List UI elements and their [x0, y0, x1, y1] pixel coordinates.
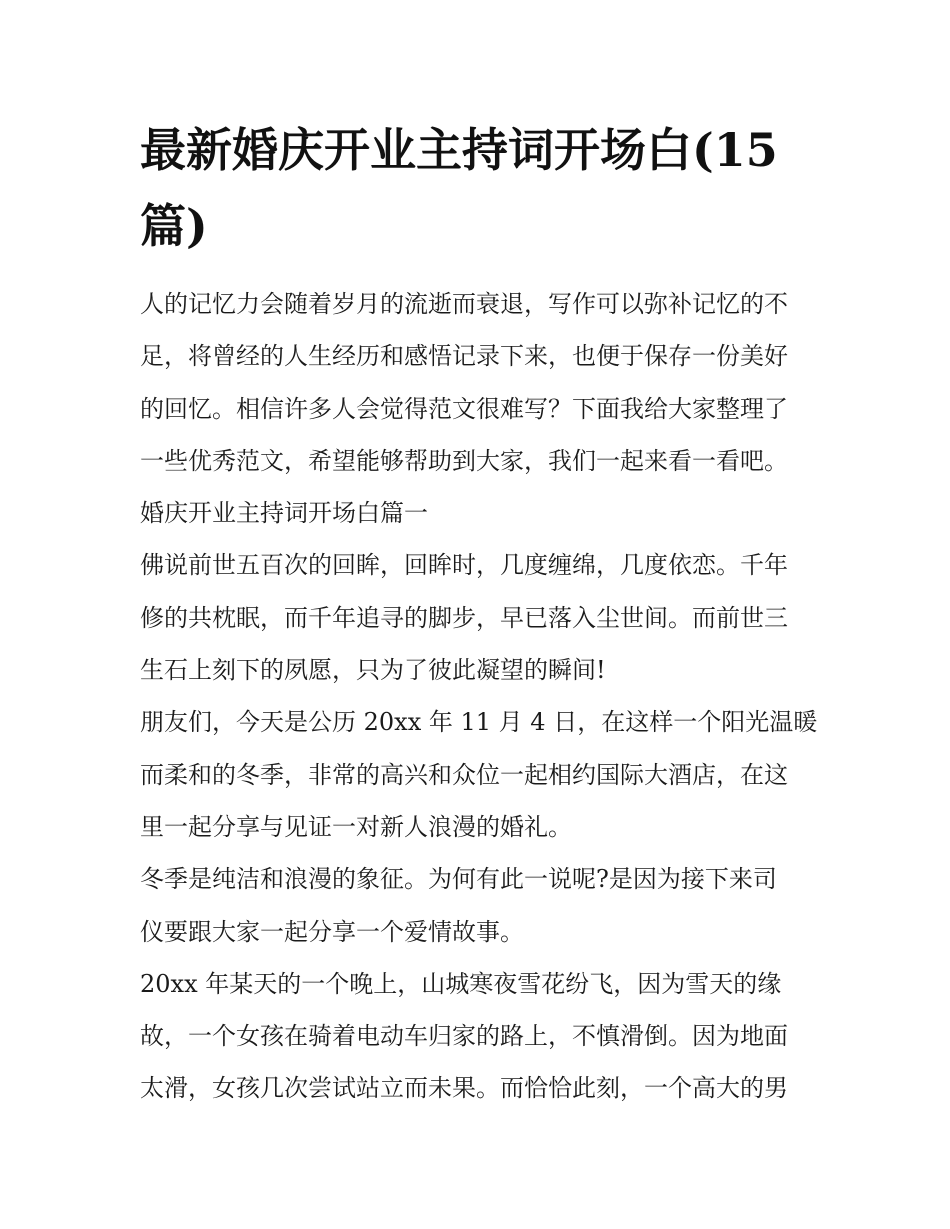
- body-paragraph: 冬季是纯洁和浪漫的象征。为何有此一说呢?是因为接下来司 仪要跟大家一起分享一个爱情故事。: [140, 865, 777, 946]
- document-body: [140, 278, 820, 1115]
- body-paragraph: 朋友们，今天是公历 20xx 年 11 月 4 日，在这样一个阳光温暖 而柔和的冬季，非常的高兴和众位一起相约国际大酒店，在这 里一起分享与见证一对新人浪漫的婚礼。: [140, 708, 818, 841]
- body-paragraph: 佛说前世五百次的回眸，回眸时，几度缠绵，几度依恋。千年 修的共枕眠，而千年追寻的脚步，早已落入尘世间。而前世三 生石上刻下的夙愿，只为了彼此凝望的瞬间!: [140, 551, 788, 685]
- section-heading: 婚庆开业主持词开场白篇一: [140, 499, 428, 528]
- document-title: 最新婚庆开业主持词开场白(15 篇): [140, 123, 778, 253]
- body-paragraph: 20xx 年某天的一个晚上，山城寒夜雪花纷飞，因为雪天的缘 故，一个女孩在骑着电动车归家的路上，不慎滑倒。因为地面 太滑，女孩几次尝试站立而未果。而恰恰此刻，一个高大的男: [140, 969, 788, 1103]
- intro-paragraph: 人的记忆力会随着岁月的流逝而衰退，写作可以弥补记忆的不 足，将曾经的人生经历和感悟记录下来，也便于保存一份美好 的回忆。相信许多人会觉得范文很难写？下面我给大家整理了 一些优秀范文，希望能够帮助到大家，我们一起来看一看吧。: [140, 290, 788, 475]
